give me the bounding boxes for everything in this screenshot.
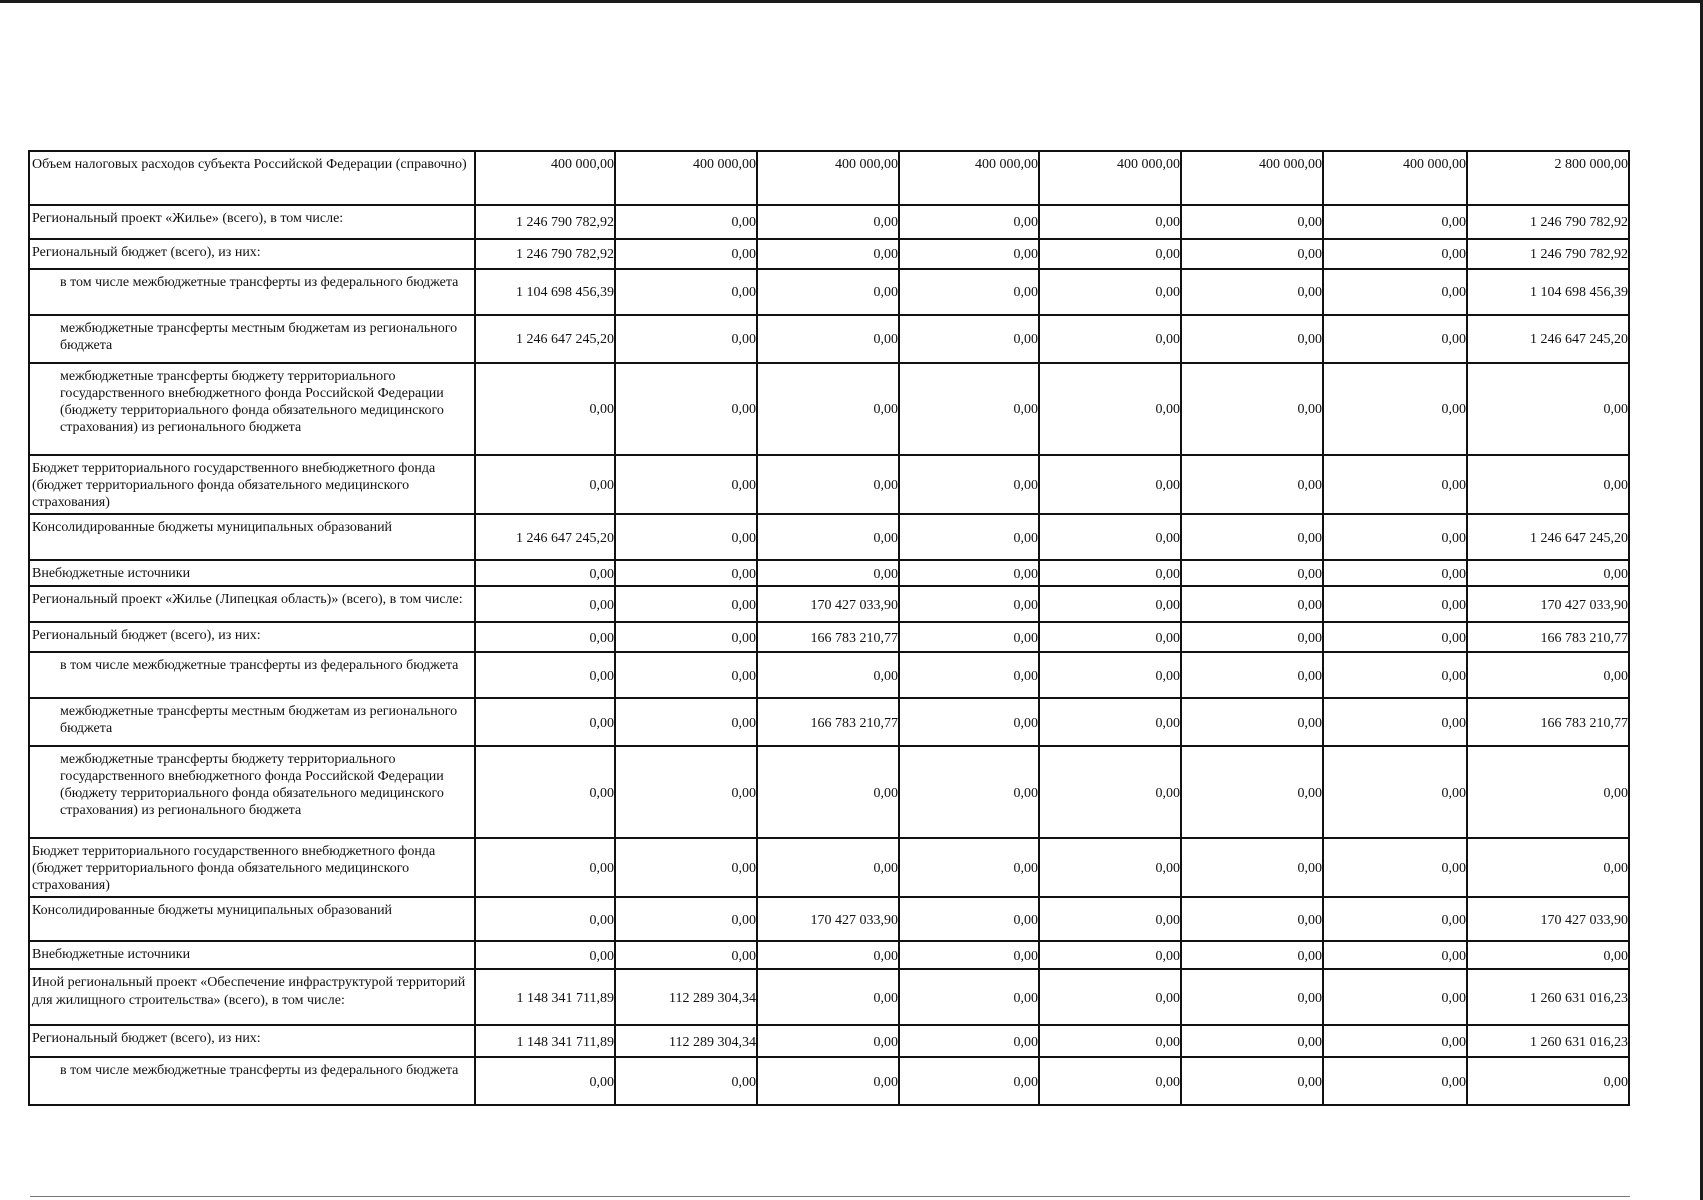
value-cell: 1 246 790 782,92 [475, 205, 615, 239]
value-cell: 0,00 [475, 1057, 615, 1105]
row-total-cell: 0,00 [1467, 838, 1629, 897]
value-cell: 0,00 [1039, 897, 1181, 941]
value-cell: 0,00 [899, 897, 1039, 941]
value-cell: 0,00 [1039, 205, 1181, 239]
value-cell: 0,00 [757, 205, 899, 239]
row-total-cell: 0,00 [1467, 455, 1629, 514]
value-cell: 0,00 [757, 514, 899, 560]
table-row [29, 239, 1629, 269]
value-cell: 0,00 [899, 622, 1039, 652]
scan-top-edge [0, 0, 1703, 3]
row-label: межбюджетные трансферты бюджету территориального государственного внебюджетного фонда Российской Федерации (бюджету территориального фонда обязательного медицинского страхования) из регионального бюджета [29, 746, 475, 838]
value-cell: 0,00 [615, 897, 757, 941]
value-cell: 0,00 [1323, 698, 1467, 746]
row-total-cell: 0,00 [1467, 941, 1629, 969]
value-cell: 0,00 [1181, 838, 1323, 897]
bottom-scan-line [30, 1196, 1630, 1197]
value-cell: 0,00 [757, 455, 899, 514]
row-total-cell: 0,00 [1467, 1057, 1629, 1105]
value-cell: 0,00 [1181, 941, 1323, 969]
value-cell: 0,00 [757, 363, 899, 455]
row-label: Региональный бюджет (всего), из них: [29, 622, 475, 652]
value-cell: 1 246 647 245,20 [475, 514, 615, 560]
row-total-cell: 0,00 [1467, 363, 1629, 455]
value-cell: 0,00 [615, 941, 757, 969]
value-cell: 0,00 [1039, 746, 1181, 838]
value-cell: 0,00 [1323, 941, 1467, 969]
row-total-cell: 1 246 790 782,92 [1467, 205, 1629, 239]
value-cell: 0,00 [1039, 315, 1181, 363]
table-row [29, 560, 1629, 586]
value-cell: 0,00 [1039, 455, 1181, 514]
value-cell: 0,00 [1323, 1057, 1467, 1105]
row-total-cell: 170 427 033,90 [1467, 897, 1629, 941]
value-cell: 0,00 [757, 560, 899, 586]
value-cell: 0,00 [899, 560, 1039, 586]
value-cell: 0,00 [899, 838, 1039, 897]
value-cell: 0,00 [1039, 269, 1181, 315]
value-cell: 0,00 [1181, 239, 1323, 269]
value-cell: 112 289 304,34 [615, 1025, 757, 1057]
value-cell: 0,00 [899, 969, 1039, 1025]
value-cell: 0,00 [1323, 1025, 1467, 1057]
value-cell: 0,00 [475, 652, 615, 698]
value-cell: 0,00 [1323, 514, 1467, 560]
value-cell: 0,00 [1039, 363, 1181, 455]
value-cell: 0,00 [615, 363, 757, 455]
value-cell: 0,00 [615, 239, 757, 269]
table-row [29, 586, 1629, 622]
row-label: Бюджет территориального государственного внебюджетного фонда (бюджет территориального фонда обязательного медицинского страхования) [29, 455, 475, 514]
value-cell: 0,00 [1181, 315, 1323, 363]
row-total-cell: 1 246 790 782,92 [1467, 239, 1629, 269]
value-cell: 0,00 [899, 239, 1039, 269]
value-cell: 0,00 [615, 1057, 757, 1105]
value-cell: 0,00 [1323, 897, 1467, 941]
value-cell: 400 000,00 [1181, 151, 1323, 205]
value-cell: 0,00 [1323, 269, 1467, 315]
value-cell: 0,00 [1181, 586, 1323, 622]
table-row [29, 514, 1629, 560]
value-cell: 0,00 [899, 455, 1039, 514]
value-cell: 0,00 [1323, 455, 1467, 514]
value-cell: 170 427 033,90 [757, 586, 899, 622]
value-cell: 0,00 [1039, 941, 1181, 969]
value-cell: 0,00 [1039, 586, 1181, 622]
row-label: в том числе межбюджетные трансферты из федерального бюджета [29, 652, 475, 698]
value-cell: 400 000,00 [1039, 151, 1181, 205]
value-cell: 166 783 210,77 [757, 622, 899, 652]
value-cell: 0,00 [475, 941, 615, 969]
value-cell: 1 246 790 782,92 [475, 239, 615, 269]
value-cell: 0,00 [1181, 455, 1323, 514]
row-total-cell: 2 800 000,00 [1467, 151, 1629, 205]
value-cell: 0,00 [899, 514, 1039, 560]
value-cell: 0,00 [899, 941, 1039, 969]
value-cell: 0,00 [1323, 622, 1467, 652]
table-row [29, 315, 1629, 363]
value-cell: 0,00 [1323, 969, 1467, 1025]
value-cell: 400 000,00 [757, 151, 899, 205]
value-cell: 170 427 033,90 [757, 897, 899, 941]
value-cell: 0,00 [615, 514, 757, 560]
value-cell: 0,00 [475, 363, 615, 455]
budget-funding-table [28, 150, 1630, 1106]
row-total-cell: 166 783 210,77 [1467, 698, 1629, 746]
value-cell: 0,00 [475, 622, 615, 652]
value-cell: 0,00 [615, 746, 757, 838]
value-cell: 0,00 [899, 652, 1039, 698]
value-cell: 1 104 698 456,39 [475, 269, 615, 315]
value-cell: 0,00 [1323, 205, 1467, 239]
table-row [29, 652, 1629, 698]
value-cell: 0,00 [1323, 239, 1467, 269]
row-label: межбюджетные трансферты местным бюджетам из регионального бюджета [29, 698, 475, 746]
row-label: Иной региональный проект «Обеспечение инфраструктурой территорий для жилищного строительства» (всего), в том числе: [29, 969, 475, 1025]
value-cell: 0,00 [1181, 652, 1323, 698]
value-cell: 0,00 [1039, 514, 1181, 560]
value-cell: 0,00 [1323, 560, 1467, 586]
table-row [29, 269, 1629, 315]
value-cell: 0,00 [1181, 897, 1323, 941]
value-cell: 0,00 [1181, 205, 1323, 239]
value-cell: 0,00 [899, 315, 1039, 363]
value-cell: 0,00 [1039, 969, 1181, 1025]
row-label: межбюджетные трансферты местным бюджетам из регионального бюджета [29, 315, 475, 363]
row-label: межбюджетные трансферты бюджету территориального государственного внебюджетного фонда Российской Федерации (бюджету территориального фонда обязательного медицинского страхования) из регионального бюджета [29, 363, 475, 455]
value-cell: 0,00 [1323, 315, 1467, 363]
row-total-cell: 1 246 647 245,20 [1467, 315, 1629, 363]
value-cell: 0,00 [757, 838, 899, 897]
value-cell: 0,00 [1039, 652, 1181, 698]
value-cell: 0,00 [475, 455, 615, 514]
value-cell: 0,00 [615, 698, 757, 746]
value-cell: 400 000,00 [615, 151, 757, 205]
value-cell: 0,00 [899, 269, 1039, 315]
row-total-cell: 166 783 210,77 [1467, 622, 1629, 652]
value-cell: 0,00 [1181, 269, 1323, 315]
value-cell: 0,00 [1039, 622, 1181, 652]
row-label: в том числе межбюджетные трансферты из федерального бюджета [29, 1057, 475, 1105]
value-cell: 0,00 [615, 652, 757, 698]
table-row [29, 205, 1629, 239]
row-label: Региональный проект «Жилье (Липецкая область)» (всего), в том числе: [29, 586, 475, 622]
value-cell: 0,00 [899, 1057, 1039, 1105]
value-cell: 0,00 [475, 586, 615, 622]
value-cell: 0,00 [475, 838, 615, 897]
value-cell: 0,00 [757, 969, 899, 1025]
row-total-cell: 0,00 [1467, 746, 1629, 838]
table-body [29, 151, 1629, 1105]
table-row [29, 941, 1629, 969]
row-total-cell: 0,00 [1467, 560, 1629, 586]
table-row [29, 151, 1629, 205]
value-cell: 0,00 [475, 746, 615, 838]
value-cell: 0,00 [1181, 363, 1323, 455]
table-row [29, 698, 1629, 746]
value-cell: 0,00 [615, 838, 757, 897]
value-cell: 0,00 [615, 586, 757, 622]
value-cell: 400 000,00 [899, 151, 1039, 205]
value-cell: 0,00 [615, 269, 757, 315]
value-cell: 112 289 304,34 [615, 969, 757, 1025]
value-cell: 0,00 [899, 205, 1039, 239]
value-cell: 0,00 [1039, 1025, 1181, 1057]
value-cell: 0,00 [475, 560, 615, 586]
row-label: Региональный бюджет (всего), из них: [29, 239, 475, 269]
value-cell: 0,00 [1181, 698, 1323, 746]
value-cell: 0,00 [899, 1025, 1039, 1057]
row-label: Внебюджетные источники [29, 560, 475, 586]
row-total-cell: 1 246 647 245,20 [1467, 514, 1629, 560]
value-cell: 0,00 [1181, 746, 1323, 838]
value-cell: 0,00 [757, 941, 899, 969]
budget-table-container [28, 150, 1628, 1106]
value-cell: 0,00 [1181, 1057, 1323, 1105]
value-cell: 0,00 [1181, 514, 1323, 560]
value-cell: 1 148 341 711,89 [475, 1025, 615, 1057]
value-cell: 0,00 [1323, 363, 1467, 455]
value-cell: 0,00 [757, 269, 899, 315]
value-cell: 0,00 [1181, 622, 1323, 652]
table-row [29, 746, 1629, 838]
value-cell: 0,00 [1323, 652, 1467, 698]
value-cell: 0,00 [899, 586, 1039, 622]
value-cell: 0,00 [757, 746, 899, 838]
value-cell: 0,00 [615, 315, 757, 363]
value-cell: 0,00 [1039, 560, 1181, 586]
value-cell: 0,00 [1039, 239, 1181, 269]
row-label: Внебюджетные источники [29, 941, 475, 969]
value-cell: 0,00 [1323, 838, 1467, 897]
row-total-cell: 1 260 631 016,23 [1467, 1025, 1629, 1057]
value-cell: 400 000,00 [475, 151, 615, 205]
row-label: Консолидированные бюджеты муниципальных образований [29, 514, 475, 560]
value-cell: 0,00 [1323, 586, 1467, 622]
table-row [29, 1025, 1629, 1057]
row-label: Бюджет территориального государственного внебюджетного фонда (бюджет территориального фонда обязательного медицинского страхования) [29, 838, 475, 897]
value-cell: 0,00 [757, 1057, 899, 1105]
table-row [29, 969, 1629, 1025]
value-cell: 0,00 [1181, 560, 1323, 586]
value-cell: 0,00 [615, 560, 757, 586]
value-cell: 0,00 [1181, 1025, 1323, 1057]
row-total-cell: 1 104 698 456,39 [1467, 269, 1629, 315]
row-label: в том числе межбюджетные трансферты из федерального бюджета [29, 269, 475, 315]
value-cell: 1 148 341 711,89 [475, 969, 615, 1025]
value-cell: 0,00 [615, 622, 757, 652]
row-total-cell: 170 427 033,90 [1467, 586, 1629, 622]
value-cell: 0,00 [757, 1025, 899, 1057]
table-row [29, 838, 1629, 897]
row-label: Региональный бюджет (всего), из них: [29, 1025, 475, 1057]
value-cell: 0,00 [899, 746, 1039, 838]
table-row [29, 455, 1629, 514]
value-cell: 0,00 [899, 698, 1039, 746]
table-row [29, 622, 1629, 652]
value-cell: 1 246 647 245,20 [475, 315, 615, 363]
value-cell: 0,00 [1039, 838, 1181, 897]
table-row [29, 363, 1629, 455]
value-cell: 0,00 [615, 455, 757, 514]
row-total-cell: 1 260 631 016,23 [1467, 969, 1629, 1025]
value-cell: 0,00 [757, 239, 899, 269]
value-cell: 0,00 [757, 315, 899, 363]
value-cell: 0,00 [1323, 746, 1467, 838]
value-cell: 0,00 [615, 205, 757, 239]
row-label: Консолидированные бюджеты муниципальных образований [29, 897, 475, 941]
table-row [29, 897, 1629, 941]
value-cell: 0,00 [475, 897, 615, 941]
row-label: Региональный проект «Жилье» (всего), в том числе: [29, 205, 475, 239]
value-cell: 0,00 [899, 363, 1039, 455]
table-row [29, 1057, 1629, 1105]
value-cell: 0,00 [757, 652, 899, 698]
value-cell: 400 000,00 [1323, 151, 1467, 205]
row-total-cell: 0,00 [1467, 652, 1629, 698]
row-label: Объем налоговых расходов субъекта Российской Федерации (справочно) [29, 151, 475, 205]
value-cell: 0,00 [1181, 969, 1323, 1025]
value-cell: 0,00 [475, 698, 615, 746]
value-cell: 166 783 210,77 [757, 698, 899, 746]
value-cell: 0,00 [1039, 1057, 1181, 1105]
value-cell: 0,00 [1039, 698, 1181, 746]
